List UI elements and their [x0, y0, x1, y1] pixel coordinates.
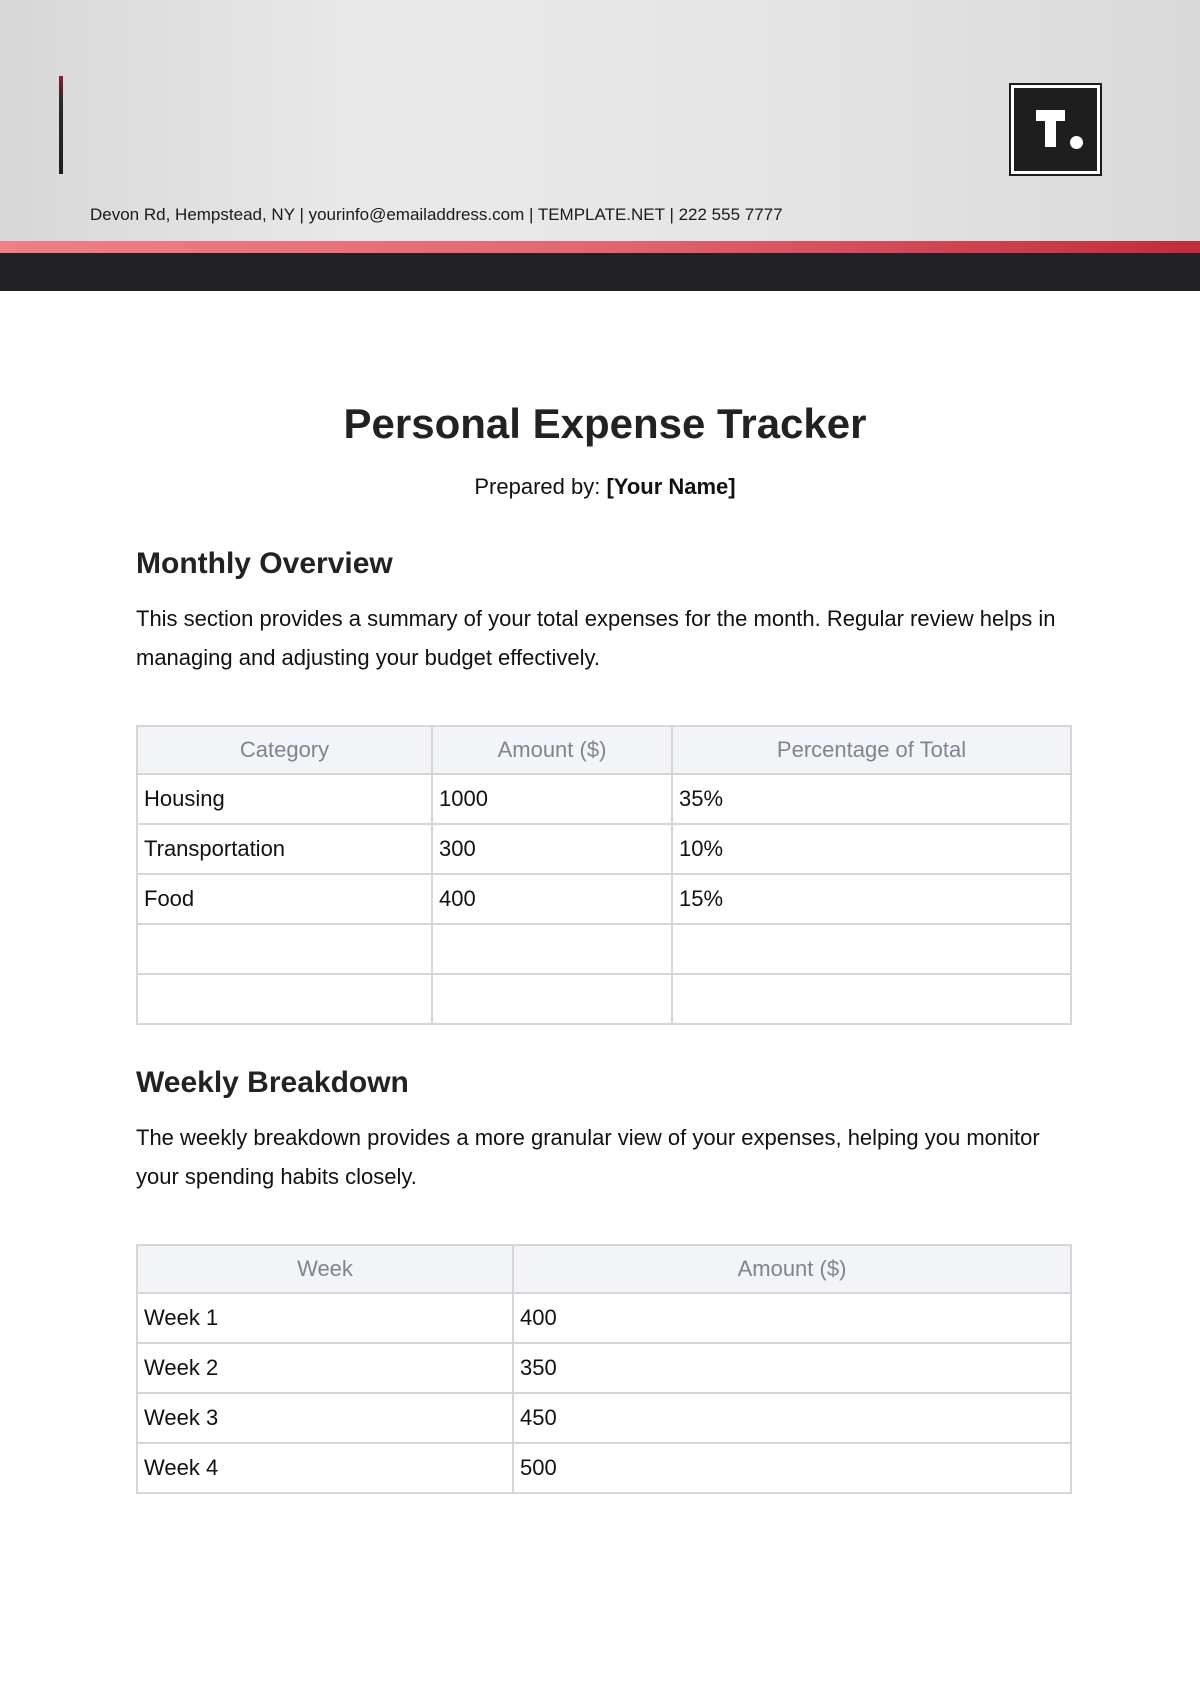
table-cell: 300	[432, 824, 672, 874]
table-cell: 15%	[672, 874, 1071, 924]
table-cell: Week 2	[137, 1343, 513, 1393]
table-cell	[137, 974, 432, 1024]
column-header-week: Week	[137, 1245, 513, 1293]
weekly-breakdown-description: The weekly breakdown provides a more granular view of your expenses, helping you monitor your spending habits closely.	[136, 1125, 1040, 1189]
table-cell: 450	[513, 1393, 1071, 1443]
table-row	[137, 774, 1071, 824]
table-cell: 400	[432, 874, 672, 924]
table-cell: Housing	[137, 774, 432, 824]
table-row	[137, 874, 1071, 924]
letterhead	[0, 0, 1200, 241]
table-cell: Food	[137, 874, 432, 924]
table-row	[137, 924, 1071, 974]
column-header-category: Category	[137, 726, 432, 774]
table-cell: 10%	[672, 824, 1071, 874]
contact-line: Devon Rd, Hempstead, NY | yourinfo@emailaddress.com | TEMPLATE.NET | 222 555 7777	[90, 205, 783, 224]
prepared-by-label: Prepared by:	[474, 474, 601, 499]
dark-band	[0, 253, 1200, 291]
table-row	[137, 1443, 1071, 1493]
accent-stripe	[0, 241, 1200, 253]
prepared-by-name: [Your Name]	[606, 474, 736, 499]
monthly-overview-heading: Monthly Overview	[136, 547, 393, 580]
monthly-overview-description: This section provides a summary of your total expenses for the month. Regular review helps in managing and adjusting your budget effectively.	[136, 606, 1056, 670]
table-cell: 1000	[432, 774, 672, 824]
table-cell: Week 4	[137, 1443, 513, 1493]
table-cell	[432, 924, 672, 974]
column-header-amount: Amount ($)	[432, 726, 672, 774]
table-row	[137, 974, 1071, 1024]
table-row	[137, 1393, 1071, 1443]
table-header-row	[137, 1245, 1071, 1293]
table-cell: Week 1	[137, 1293, 513, 1343]
table-cell	[672, 924, 1071, 974]
table-cell: 500	[513, 1443, 1071, 1493]
table-header-row	[137, 726, 1071, 774]
column-header-percentage: Percentage of Total	[672, 726, 1071, 774]
monthly-overview-table	[136, 725, 1072, 1025]
weekly-breakdown-heading: Weekly Breakdown	[136, 1066, 409, 1099]
weekly-breakdown-table	[136, 1244, 1072, 1494]
prepared-by	[0, 474, 1200, 500]
template-logo-icon	[1009, 83, 1102, 176]
table-cell: 35%	[672, 774, 1071, 824]
table-cell	[672, 974, 1071, 1024]
table-cell: Transportation	[137, 824, 432, 874]
table-row	[137, 824, 1071, 874]
table-cell: 350	[513, 1343, 1071, 1393]
page-title: Personal Expense Tracker	[343, 400, 867, 447]
table-row	[137, 1343, 1071, 1393]
header-accent-bar	[59, 76, 63, 174]
table-cell: Week 3	[137, 1393, 513, 1443]
table-cell: 400	[513, 1293, 1071, 1343]
table-cell	[137, 924, 432, 974]
column-header-amount: Amount ($)	[513, 1245, 1071, 1293]
table-row	[137, 1293, 1071, 1343]
table-cell	[432, 974, 672, 1024]
